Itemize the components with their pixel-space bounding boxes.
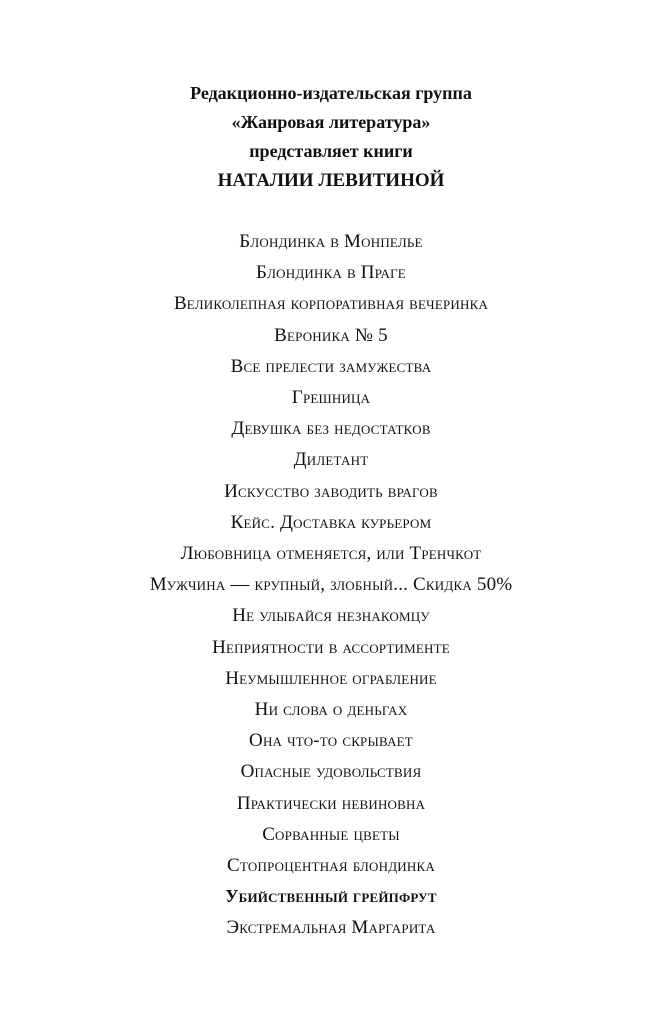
book-title: Неприятности в ассортименте <box>212 636 450 658</box>
book-title: Убийственный грейпфрут <box>225 886 437 907</box>
book-title: Кейс. Доставка курьером <box>230 511 432 533</box>
book-title: Ни слова о деньгах <box>254 699 408 721</box>
publisher-series-line: «Жанровая литература» <box>231 112 431 132</box>
book-title: Вероника № 5 <box>274 324 388 346</box>
book-title: Экстремальная Маргарита <box>226 917 436 939</box>
book-title: Девушка без недостатков <box>231 418 431 440</box>
author-name: НАТАЛИИ ЛЕВИТИНОЙ <box>217 170 445 191</box>
book-title: Мужчина — крупный, злобный... Скидка 50% <box>149 574 513 596</box>
book-list <box>0 226 662 944</box>
book-title: Все прелести замужества <box>230 355 432 377</box>
book-title: Не улыбайся незнакомцу <box>232 605 430 627</box>
book-title: Любовница отменяется, или Тренчкот <box>180 543 482 565</box>
book-title: Искусство заводить врагов <box>224 480 438 502</box>
book-title: Сорванные цветы <box>262 823 400 845</box>
publisher-group-line: Редакционно-издательская группа <box>190 83 472 103</box>
book-title: Неумышленное ограбление <box>225 667 437 689</box>
book-title: Практически невиновна <box>236 792 426 814</box>
book-title: Стопроцентная блондинка <box>227 855 435 877</box>
book-title: Блондинка в Праге <box>256 262 406 284</box>
publisher-header <box>0 79 662 195</box>
book-title: Дилетант <box>293 449 369 471</box>
book-title: Блондинка в Монпелье <box>239 231 423 252</box>
book-title: Она что-то скрывает <box>249 730 413 752</box>
book-title: Грешница <box>291 387 371 409</box>
presents-books-line: представляет книги <box>249 141 413 161</box>
book-title: Опасные удовольствия <box>240 761 422 783</box>
book-title: Великолепная корпоративная вечеринка <box>173 293 489 315</box>
